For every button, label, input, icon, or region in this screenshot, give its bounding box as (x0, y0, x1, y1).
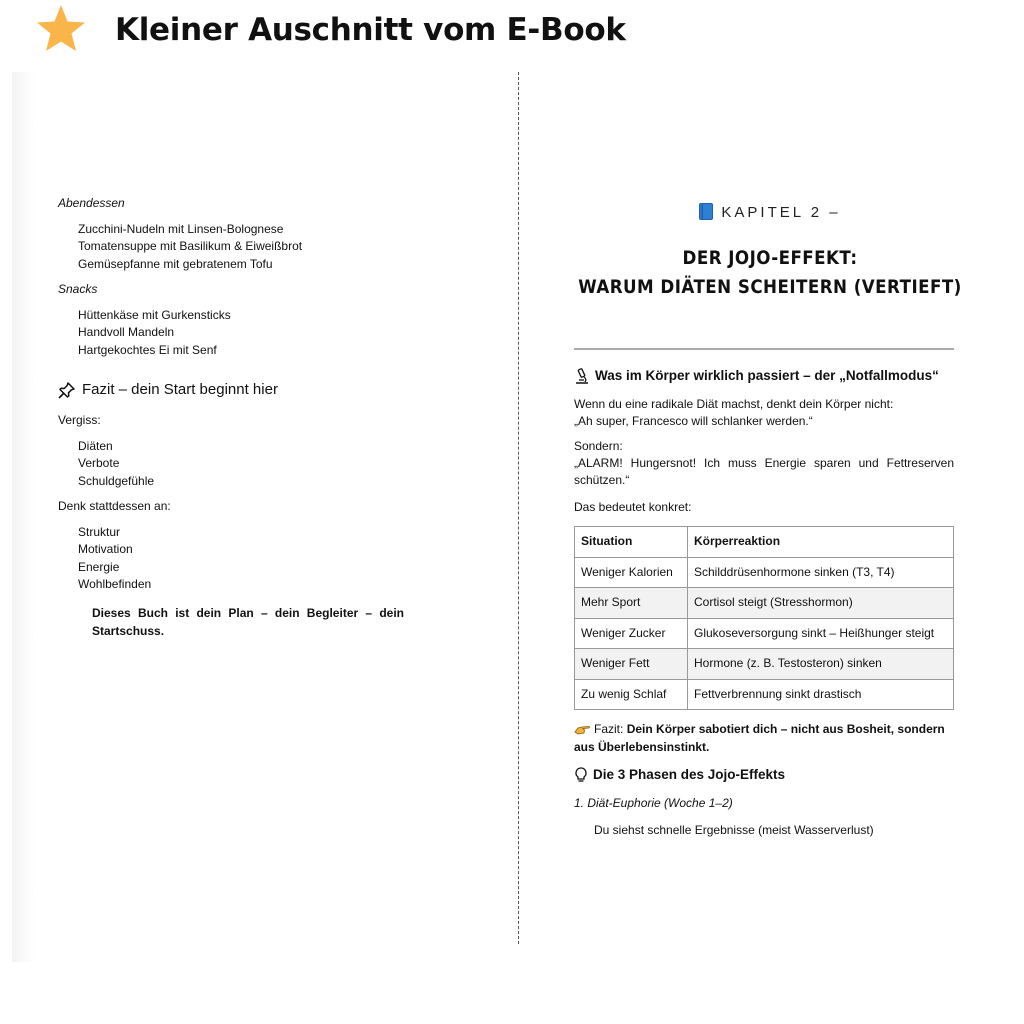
table-cell: Schilddrüsenhormone sinken (T3, T4) (688, 557, 954, 588)
list-item: Hüttenkäse mit Gurkensticks (78, 307, 231, 322)
fazit-bold-text: Dein Körper sabotiert dich – nicht aus Bosheit, sondern aus Überlebensinstinkt. (574, 722, 945, 754)
table-cell: Weniger Kalorien (575, 557, 688, 588)
table-row (575, 618, 954, 649)
table-row (575, 649, 954, 680)
denk-list (78, 524, 418, 594)
vergiss-list (78, 438, 418, 491)
list-item: Energie (78, 559, 120, 574)
abendessen-list (78, 221, 418, 274)
paragraph-line: „ALARM! Hungersnot! Ich muss Energie sparen und Fettreserven schützen.“ (574, 456, 954, 487)
list-item: Wohlbefinden (78, 577, 152, 591)
microscope-icon (574, 368, 590, 384)
phase-text: Du siehst schnelle Ergebnisse (meist Wasserverlust) (594, 823, 874, 837)
paragraph (574, 396, 954, 430)
left-page (58, 195, 418, 640)
table-cell: Cortisol steigt (Stresshormon) (688, 588, 954, 619)
abendessen-label: Abendessen (58, 196, 125, 210)
snacks-list (78, 307, 418, 360)
table-cell: Fettverbrennung sinkt drastisch (688, 679, 954, 710)
fazit-line (574, 720, 954, 756)
page-divider (518, 72, 519, 944)
section-heading-phasen (574, 766, 954, 783)
list-item: Zucchini-Nudeln mit Linsen-Bolognese (78, 221, 284, 236)
chapter-title-line2: WARUM DIÄTEN SCHEITERN (VERTIEFT) (578, 276, 962, 298)
phase-label: 1. Diät-Euphorie (Woche 1–2) (574, 796, 733, 810)
chapter-title (550, 244, 990, 302)
section-heading-text: Was im Körper wirklich passiert – der „Notfallmodus“ (595, 368, 939, 383)
table-header-cell: Körperreaktion (688, 527, 954, 558)
list-item: Schuldgefühle (78, 473, 155, 488)
paragraph-line: Sondern: (574, 439, 623, 453)
pointing-hand-icon (574, 723, 590, 735)
closing-quote: Dieses Buch ist dein Plan – dein Begleiter – dein Startschuss. (92, 605, 404, 638)
list-item: Verbote (78, 456, 120, 470)
pushpin-icon (58, 381, 76, 399)
list-item: Diäten (78, 438, 113, 453)
fazit-prefix: Fazit: (594, 722, 624, 736)
vergiss-label: Vergiss: (58, 413, 101, 427)
right-page-body (574, 367, 954, 839)
paragraph-line: Wenn du eine radikale Diät machst, denkt dein Körper nicht: (574, 397, 894, 411)
header-title: Kleiner Auschnitt vom E-Book (115, 12, 626, 48)
list-item: Hartgekochtes Ei mit Senf (78, 342, 217, 357)
table-header-row (575, 527, 954, 558)
blue-book-icon (699, 203, 713, 220)
fazit-heading-text: Fazit – dein Start beginnt hier (82, 381, 278, 399)
star-icon (33, 2, 89, 58)
list-item: Gemüsepfanne mit gebratenem Tofu (78, 256, 273, 271)
list-item: Motivation (78, 542, 133, 556)
page-header (0, 0, 1024, 70)
table-header-cell: Situation (575, 527, 688, 558)
chapter-title-line1: DER JOJO-EFFEKT: (682, 247, 858, 269)
page-edge-shadow (12, 72, 36, 962)
snacks-label: Snacks (58, 282, 98, 296)
paragraph: Das bedeutet konkret: (574, 500, 692, 514)
list-item: Tomatensuppe mit Basilikum & Eiweißbrot (78, 239, 303, 253)
table-cell: Glukoseversorgung sinkt – Heißhunger steigt (688, 618, 954, 649)
koerperreaktion-table (574, 526, 954, 710)
list-item: Struktur (78, 524, 121, 539)
table-cell: Weniger Zucker (575, 618, 688, 649)
list-item: Handvoll Mandeln (78, 325, 175, 339)
chapter-label (520, 203, 1020, 221)
table-cell: Hormone (z. B. Testosteron) sinken (688, 649, 954, 680)
section-heading-notfallmodus (574, 367, 954, 384)
table-row (575, 557, 954, 588)
lightbulb-icon (574, 767, 588, 783)
table-cell: Mehr Sport (575, 588, 688, 619)
table-row (575, 679, 954, 710)
section-heading-text: Die 3 Phasen des Jojo-Effekts (593, 767, 786, 782)
paragraph-line: „Ah super, Francesco will schlanker werden.“ (574, 414, 813, 428)
horizontal-rule (574, 348, 954, 350)
table-row (575, 588, 954, 619)
denk-label: Denk stattdessen an: (58, 499, 171, 513)
table-cell: Zu wenig Schlaf (575, 679, 688, 710)
table-cell: Weniger Fett (575, 649, 688, 680)
chapter-label-text: KAPITEL 2 – (721, 204, 841, 221)
fazit-heading (58, 381, 418, 399)
paragraph (574, 438, 954, 489)
